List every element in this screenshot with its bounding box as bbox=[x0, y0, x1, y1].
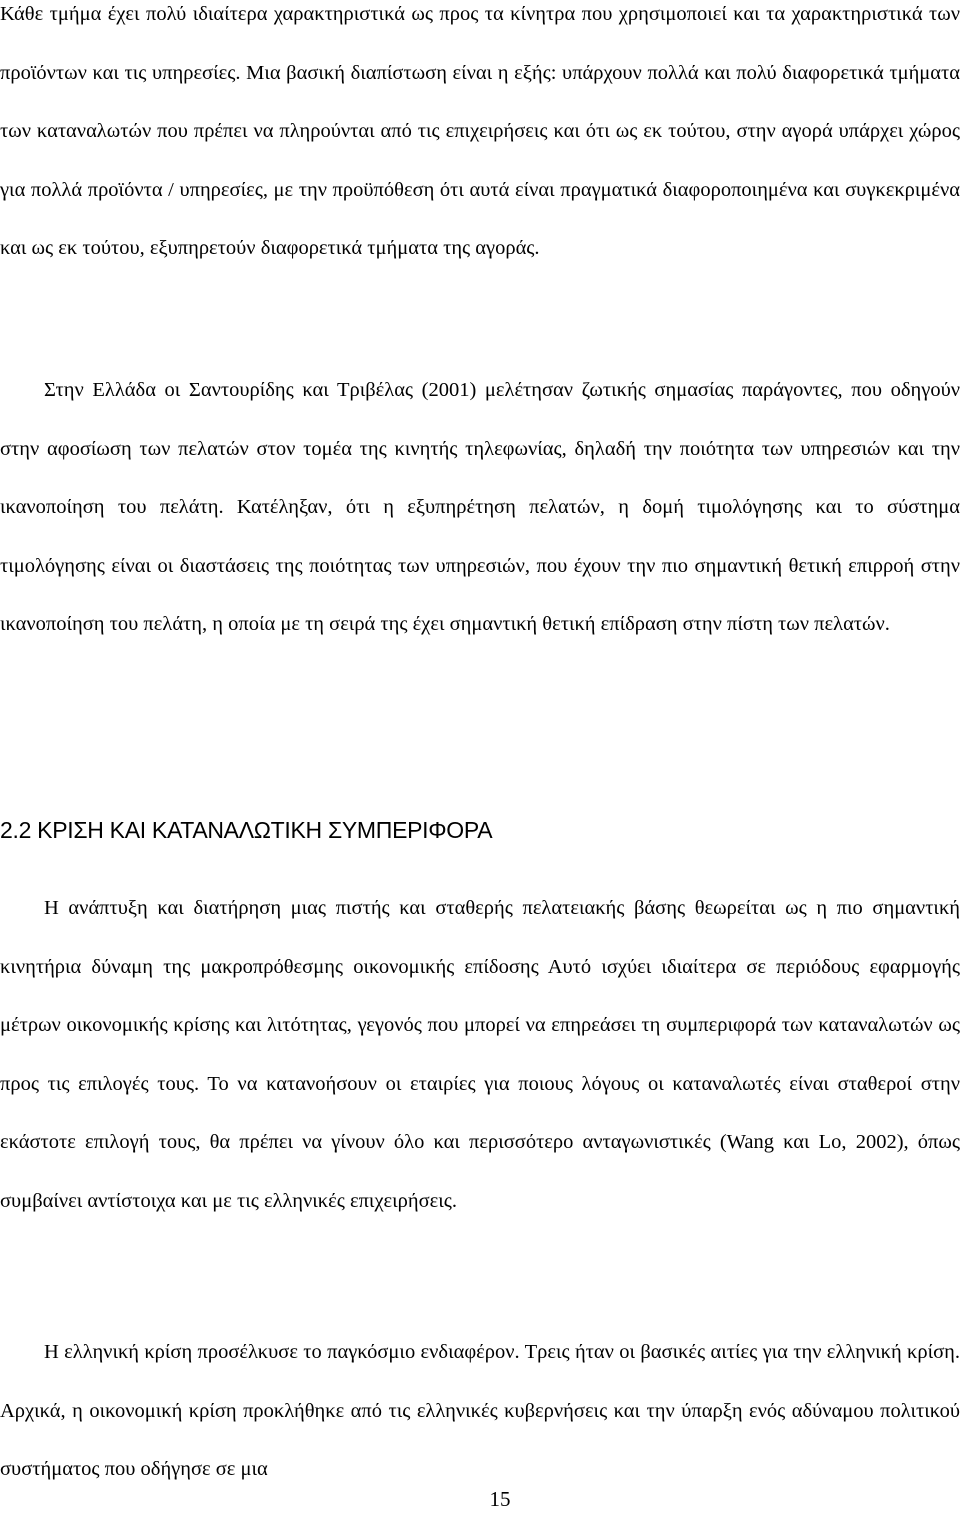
paragraph-market-segments: Κάθε τμήμα έχει πολύ ιδιαίτερα χαρακτηριστικά ως προς τα κίνητρα που χρησιμοποιεί και τα χαρακτηριστικά των προϊόντων και τις υπηρεσίες. Μια βασική διαπίστωση είναι η εξής: υπάρχουν πολλά και πολύ διαφορετικά τμήματα των καταναλωτών που πρέπει να πληρούνται από τις επιχειρήσεις και ότι ως εκ τούτου, στην αγορά υπάρχει χώρος για πολλά προϊόντα / υπηρεσίες, με την προϋπόθεση ότι αυτά είναι πραγματικά διαφοροποιημένα και συγκεκριμένα και ως εκ τούτου, εξυπηρετούν διαφορετικά τμήματα της αγοράς. bbox=[0, 3, 960, 260]
paragraph-loyal-customer-base: Η ανάπτυξη και διατήρηση μιας πιστής και σταθερής πελατειακής βάσης θεωρείται ως η πιο σημαντική κινητήρια δύναμη της μακροπρόθεσμης οικονομικής επίδοσης Αυτό ισχύει ιδιαίτερα σε περιόδους εφαρμογής μέτρων οικονομικής κρίσης και λιτότητας, γεγονός που μπορεί να επηρεάσει τη συμπεριφορά των καταναλωτών ως προς τις επιλογές τους. Το να κατανοήσουν οι εταιρίες για ποιους λόγους οι καταναλωτές είναι σταθεροί στην εκάστοτε επιλογή τους, θα πρέπει να γίνουν όλο και περισσότερο ανταγωνιστικές (Wang και Lo, 2002), όπως συμβαίνει αντίστοιχα και με τις ελληνικές επιχειρήσεις. bbox=[0, 897, 960, 1212]
page-number: 15 bbox=[489, 1487, 511, 1511]
section-heading: 2.2 ΚΡΙΣΗ ΚΑΙ ΚΑΤΑΝΑΛΩΤΙΚΗ ΣΥΜΠΕΡΙΦΟΡΑ bbox=[0, 817, 493, 843]
paragraph-greek-study: Στην Ελλάδα οι Σαντουρίδης και Τριβέλας (2001) μελέτησαν ζωτικής σημασίας παράγοντες, που οδηγούν στην αφοσίωση των πελατών στον τομέα της κινητής τηλεφωνίας, δηλαδή την ποιότητα των υπηρεσιών και την ικανοποίηση του πελάτη. Κατέληξαν, ότι η εξυπηρέτηση πελατών, η δομή τιμολόγησης και το σύστημα τιμολόγησης είναι οι διαστάσεις της ποιότητας των υπηρεσιών, που έχουν την πιο σημαντική θετική επιρροή στην ικανοποίηση του πελάτη, η οποία με τη σειρά της έχει σημαντική θετική επίδραση στην πίστη των πελατών. bbox=[0, 379, 960, 636]
paragraph-greek-crisis: Η ελληνική κρίση προσέλκυσε το παγκόσμιο ενδιαφέρον. Τρεις ήταν οι βασικές αιτίες για την ελληνική κρίση. Αρχικά, η οικονομική κρίση προκλήθηκε από τις ελληνικές κυβερνήσεις και την ύπαρξη ενός αδύναμου πολιτικού συστήματος που οδήγησε σε μια bbox=[0, 1341, 960, 1481]
